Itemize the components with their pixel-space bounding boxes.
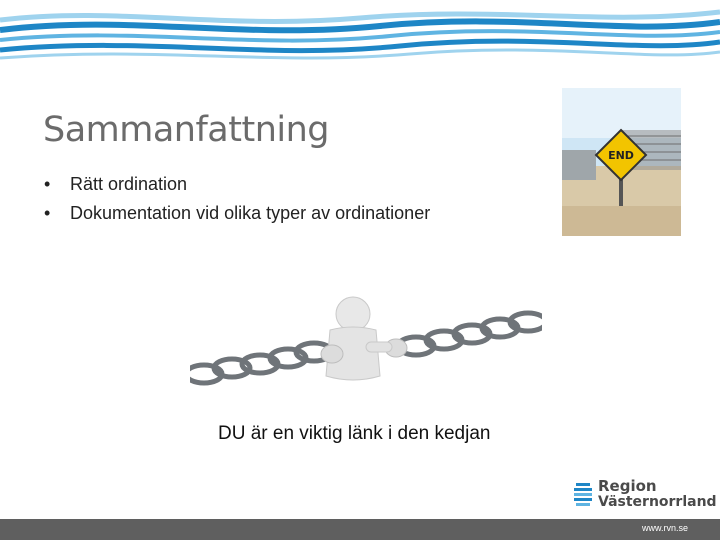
logo-text-vasternorrland: Västernorrland xyxy=(598,494,717,510)
bullet-dot: • xyxy=(44,174,51,194)
footer-url[interactable]: www.rvn.se xyxy=(641,523,688,533)
broken-chain-figure-image xyxy=(190,296,542,394)
bullet-text: Rätt ordination xyxy=(70,174,188,194)
bullet-item xyxy=(44,170,430,199)
end-sign-text: END xyxy=(608,149,634,162)
slide-caption: DU är en viktig länk i den kedjan xyxy=(218,423,491,444)
bullet-item xyxy=(44,199,430,228)
header-waves-decoration xyxy=(0,0,720,70)
region-logo xyxy=(574,475,717,515)
footer-bar xyxy=(0,519,720,540)
end-sign-photo xyxy=(562,88,681,236)
slide-title: Sammanfattning xyxy=(43,110,330,150)
bullet-list xyxy=(44,170,430,228)
bullet-text: Dokumentation vid olika typer av ordinationer xyxy=(70,203,431,223)
bullet-dot: • xyxy=(44,203,51,223)
logo-text-region: Region xyxy=(598,477,657,495)
region-logo-icon xyxy=(574,481,592,509)
